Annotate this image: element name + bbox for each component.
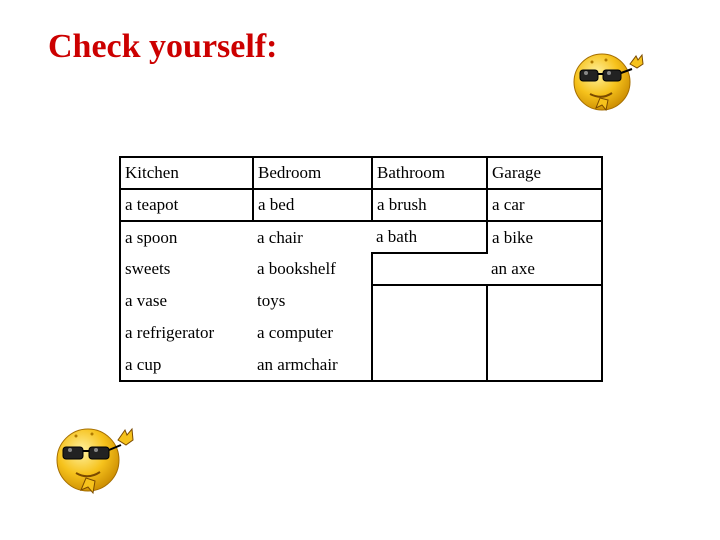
table-cell xyxy=(487,285,602,317)
table-cell xyxy=(372,285,487,317)
table-cell: a car xyxy=(487,189,602,221)
table-cell: a bath xyxy=(372,221,487,253)
table-cell: a bike xyxy=(487,221,602,253)
table-cell xyxy=(372,317,487,349)
table-cell: a teapot xyxy=(120,189,253,221)
rooms-table xyxy=(119,156,603,382)
table-cell: a refrigerator xyxy=(120,317,253,349)
column-header-bathroom: Bathroom xyxy=(372,157,487,189)
table-header-row xyxy=(120,157,602,189)
table-row xyxy=(120,317,602,349)
table-cell xyxy=(487,349,602,381)
table-cell: a bookshelf xyxy=(253,253,372,285)
table-cell xyxy=(372,349,487,381)
table-cell: toys xyxy=(253,285,372,317)
column-header-garage: Garage xyxy=(487,157,602,189)
column-header-kitchen: Kitchen xyxy=(120,157,253,189)
smiley-with-glasses-icon xyxy=(562,42,654,116)
table-cell: sweets xyxy=(120,253,253,285)
table-cell: a bed xyxy=(253,189,372,221)
column-header-bedroom: Bedroom xyxy=(253,157,372,189)
table-cell: an armchair xyxy=(253,349,372,381)
table-row xyxy=(120,189,602,221)
table-cell: an axe xyxy=(487,253,602,285)
table-cell: a chair xyxy=(257,227,303,247)
table-row xyxy=(120,253,602,285)
table-cell xyxy=(372,253,487,285)
table-row xyxy=(120,349,602,381)
slide-title: Check yourself: xyxy=(48,28,278,65)
table-cell xyxy=(487,317,602,349)
table-cell: a spoon xyxy=(120,221,253,253)
table-row xyxy=(120,285,602,317)
table-cell: a cup xyxy=(120,349,253,381)
table-row xyxy=(120,221,602,253)
table-cell: a computer xyxy=(253,317,372,349)
table-cell: a vase xyxy=(120,285,253,317)
table-cell: a brush xyxy=(372,189,487,221)
smiley-with-glasses-icon xyxy=(32,418,144,502)
